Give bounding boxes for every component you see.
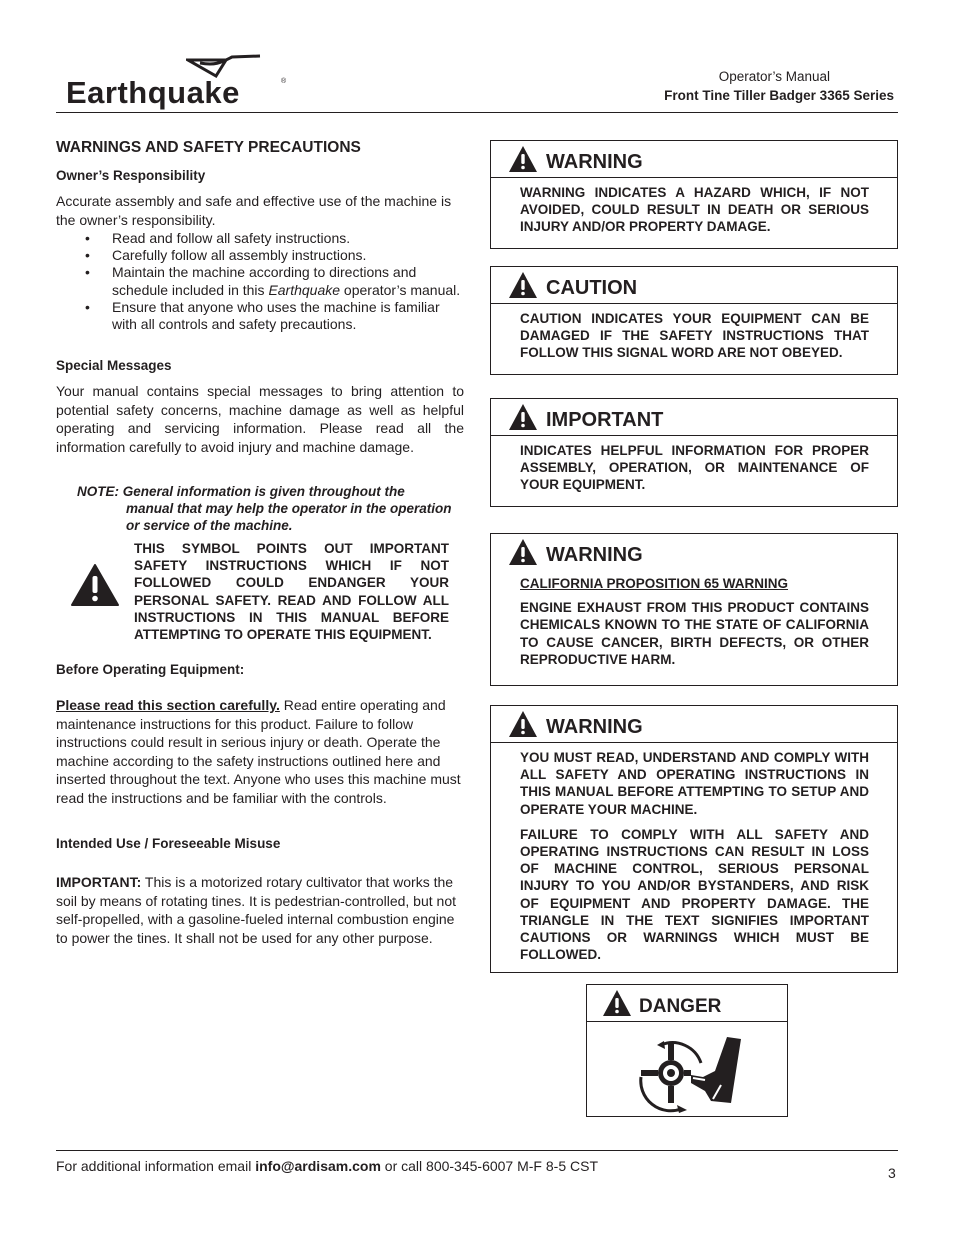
rotating-tines-hand-hazard-icon xyxy=(631,1033,743,1113)
prop65-warning-box xyxy=(490,533,898,686)
alert-triangle-icon xyxy=(508,145,538,173)
alert-triangle-icon xyxy=(602,989,632,1017)
list-item: • Ensure that anyone who uses the machine is familiar with all controls and safety precautions. xyxy=(85,298,440,333)
before-operating-heading: Before Operating Equipment: xyxy=(56,662,245,677)
list-item: • Maintain the machine according to directions and schedule included in this Earthquake operator’s manual. xyxy=(85,264,461,298)
caution-box xyxy=(490,266,898,375)
warning-box-header xyxy=(491,141,897,178)
special-messages-heading: Special Messages xyxy=(56,358,172,373)
list-item: • Carefully follow all assembly instructions. xyxy=(85,247,367,264)
brand-logo: Earthquake xyxy=(66,75,240,110)
owner-heading: Owner’s Responsibility xyxy=(56,168,206,183)
warning-label: WARNING xyxy=(546,151,643,173)
compliance-warning-box xyxy=(490,705,898,973)
warning-label: WARNING xyxy=(546,544,643,566)
owner-bullet-list xyxy=(56,230,464,333)
page-number: 3 xyxy=(888,1165,896,1181)
email-link[interactable]: info@ardisam.com xyxy=(255,1158,381,1174)
caution-box-header xyxy=(491,267,897,304)
warning-text: WARNING INDICATES A HAZARD WHICH, IF NOT AVOIDED, COULD RESULT IN DEATH OR SERIOUS INJURY AND/OR PROPERTY DAMAGE. xyxy=(520,185,869,235)
section-title: WARNINGS AND SAFETY PRECAUTIONS xyxy=(56,139,361,156)
header-divider xyxy=(56,112,898,113)
registered-mark: ® xyxy=(281,78,287,85)
alert-triangle-icon xyxy=(508,710,538,738)
compliance-text-2: FAILURE TO COMPLY WITH ALL SAFETY AND OPERATING INSTRUCTIONS CAN RESULT IN LOSS OF MACHINE CONTROL, SERIOUS PERSONAL INJURY TO YOU AND/OR BYSTANDERS, AND RISK OF EQUIPMENT AND PROPERTY DAMAGE. THE TRIANGLE IN THE TEXT SIGNIFIES IMPORTANT CAUTIONS OR WARNINGS WHICH MUST BE FOLLOWED. xyxy=(520,826,869,963)
series-label: Front Tine Tiller Badger 3365 Series xyxy=(664,88,894,103)
prop65-subheading: CALIFORNIA PROPOSITION 65 WARNING xyxy=(520,576,789,591)
safety-symbol-text: THIS SYMBOL POINTS OUT IMPORTANT SAFETY INSTRUCTIONS WHICH IF NOT FOLLOWED COULD ENDANGER YOUR PERSONAL SAFETY. READ AND FOLLOW ALL INSTRUCTIONS IN THIS MANUAL BEFORE ATTEMPTING TO OPERATE THIS EQUIPMENT. xyxy=(134,541,449,643)
footer-contact: For additional information email info@ardisam.com or call 800-345-6007 M-F 8-5 CST xyxy=(56,1158,598,1174)
danger-box xyxy=(586,984,788,1117)
list-item: • Read and follow all safety instructions. xyxy=(85,230,351,246)
intended-use-heading: Intended Use / Foreseeable Misuse xyxy=(56,836,281,851)
prop65-text: ENGINE EXHAUST FROM THIS PRODUCT CONTAINS CHEMICALS KNOWN TO THE STATE OF CALIFORNIA TO CAUSE CANCER, BIRTH DEFECTS, OR OTHER REPRODUCTIVE HARM. xyxy=(520,600,869,667)
danger-label: DANGER xyxy=(639,996,722,1017)
before-operating-paragraph: Please read this section carefully. Read entire operating and maintenance instructions for this product. Failure to follow instructions could result in serious injury or death. Operate the machine according to the safety instructions outlined here and inserted throughout the text. Anyone who uses this machine must read the instructions and be familiar with the controls. xyxy=(56,697,461,806)
warning-box xyxy=(490,140,898,249)
important-box-header xyxy=(491,399,897,436)
alert-triangle-icon xyxy=(508,271,538,299)
danger-box-header xyxy=(587,985,787,1022)
compliance-box-header xyxy=(491,706,897,743)
alert-triangle-icon xyxy=(508,403,538,431)
warning-label: WARNING xyxy=(546,716,643,738)
note-text: NOTE: General information is given throughout the manual that may help the operator in the operation or service of the machine. xyxy=(77,484,452,533)
alert-triangle-icon xyxy=(508,538,538,566)
important-text: INDICATES HELPFUL INFORMATION FOR PROPER ASSEMBLY, OPERATION, OR MAINTENANCE OF YOUR EQUIPMENT. xyxy=(520,443,869,493)
special-messages-paragraph: Your manual contains special messages to bring attention to potential safety concerns, machine damage as well as helpful operating and servicing information. Please read all the information carefully to avoid injury and machine damage. xyxy=(56,383,464,455)
owner-paragraph: Accurate assembly and safe and effective use of the machine is the owner’s responsibility. xyxy=(56,193,452,228)
compliance-text-1: YOU MUST READ, UNDERSTAND AND COMPLY WITH ALL SAFETY AND OPERATING INSTRUCTIONS IN THIS MANUAL BEFORE ATTEMPTING TO SETUP AND OPERATE YOUR MACHINE. xyxy=(520,750,869,817)
important-box xyxy=(490,398,898,507)
caution-text: CAUTION INDICATES YOUR EQUIPMENT CAN BE DAMAGED IF THE SAFETY INSTRUCTIONS THAT FOLLOW THIS SIGNAL WORD ARE NOT OBEYED. xyxy=(520,311,869,361)
footer-divider xyxy=(56,1150,898,1151)
safety-alert-icon xyxy=(70,563,120,607)
prop65-box-header xyxy=(491,534,897,570)
manual-label: Operator’s Manual xyxy=(718,69,830,84)
important-label: IMPORTANT xyxy=(546,409,664,431)
intended-use-paragraph: IMPORTANT: This is a motorized rotary cultivator that works the soil by means of rotating tines. It is pedestrian-controlled, but not self-propelled, with a gasoline-fueled internal combustion engine to power the tines. It shall not be used for any other purpose. xyxy=(56,874,456,946)
caution-label: CAUTION xyxy=(546,277,638,299)
